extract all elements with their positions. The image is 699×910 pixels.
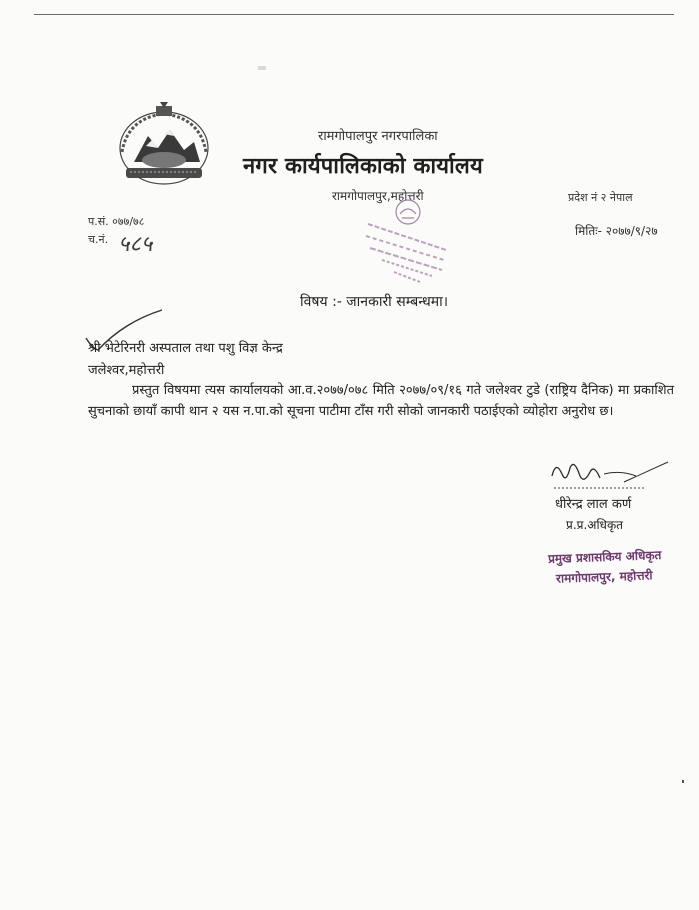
subject-line: विषय :- जानकारी सम्बन्धमा। xyxy=(300,294,449,310)
municipality-name: रामगोपालपुर नगरपालिका xyxy=(318,129,438,144)
office-location: रामगोपालपुर,महोत्तरी xyxy=(332,189,424,203)
signatory-title: प्र.प्र.अधिकृत xyxy=(566,518,623,532)
signatory-name: धीरेन्द्र लाल कर्ण xyxy=(555,497,632,512)
top-rule xyxy=(34,14,674,15)
letter-body xyxy=(88,380,674,422)
office-title: नगर कार्यपालिकाको कार्यालय xyxy=(243,154,483,179)
body-paragraph: प्रस्तुत विषयमा त्यस कार्यालयको आ.व.२०७७/०७८ मिति २०७७/०९/१६ गते जलेश्वर टुडे (राष्ट्रिय दैनिक) मा प्रकाशित सुचनाको छायाँ कापी थान २ यस न.पा.को सूचना पाटीमा टाँस गरी सोको जानकारी पठाईएको व्योहोरा अनुरोध छ। xyxy=(88,383,674,419)
recipient-address: जलेश्वर,महोत्तरी xyxy=(88,363,165,378)
handwritten-signature xyxy=(546,454,676,494)
scan-mark xyxy=(258,66,266,70)
province-label: प्रदेश नं २ नेपाल xyxy=(568,191,633,204)
office-seal-icon xyxy=(358,194,462,286)
dispatch-label: च.नं. xyxy=(88,233,109,246)
recipient-name: श्री भेटेरिनरी अस्पताल तथा पशु विज्ञ केन्द्र xyxy=(88,341,283,356)
official-stamp-line-1: प्रमुख प्रशासकिय अधिकृत xyxy=(547,548,662,566)
nepal-emblem-icon xyxy=(112,102,216,188)
scan-speck xyxy=(682,780,684,783)
letter-date: मितिः- २०७७/९/२७ xyxy=(575,224,658,238)
dispatch-number: ५८५ xyxy=(118,232,153,257)
official-stamp-line-2: रामगोपालपुर, महोत्तरी xyxy=(555,568,653,586)
fiscal-year-ref: प.सं. ०७७/७८ xyxy=(88,215,145,228)
